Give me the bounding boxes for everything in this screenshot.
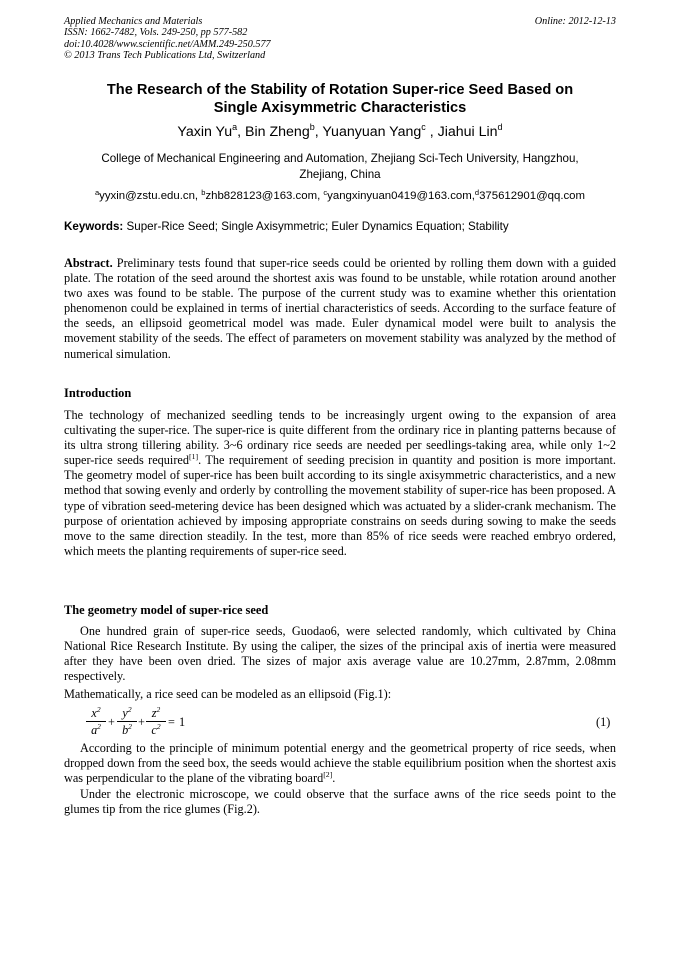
geometry-paragraph-4: Under the electronic microscope, we could observe that the surface awns of the rice seeds point to the glumes tip from the rice glumes (Fig.2). bbox=[64, 787, 616, 817]
ellipsoid-intro-line: Mathematically, a rice seed can be modeled as an ellipsoid (Fig.1): bbox=[64, 687, 392, 701]
doi-line: doi:10.4028/www.scientific.net/AMM.249-250.577 bbox=[64, 38, 271, 50]
author-separator: , bbox=[314, 124, 323, 140]
geometry-paragraph-3 bbox=[64, 741, 616, 786]
geo-text-3b: . bbox=[332, 771, 336, 786]
email-letter: c bbox=[323, 188, 328, 197]
intro-text-b: . The requirement of seeding precision in quantity and position is more important. The geometry model of super-rice has been built according to its single axisymmetric characteristics, and a new method that sowing evenly and orderly by controlling the movement stability of super-rice has been proposed. A type of vibration seed-metering device has been designed which was actuated by a slider-crank mechanism. The purpose of orientation achieved by imposing appropriate constrains on seeds during sowing to make the seeds move to the same direction steadily. In the test, more than 85% of rice seeds were reached embryo ordered, which meets the planting requirements of super-rice seed. bbox=[64, 453, 616, 558]
geometry-paragraph-1: One hundred grain of super-rice seeds, Guodao6, were selected randomly, which cultivated by China National Rice Research Institute. By using the caliper, the sizes of the principal axis of inertia were measured after they have been oven dried. The sizes of major axis average value are 10.27mm, 2.87mm, 2.08mm respectively. bbox=[64, 624, 616, 684]
author-name: Jiahui Lin bbox=[437, 124, 498, 140]
geometry-model-heading: The geometry model of super-rice seed bbox=[64, 603, 269, 617]
journal-name: Applied Mechanics and Materials bbox=[64, 16, 203, 27]
intro-text-a: The technology of mechanized seedling tends to be increasingly urgent owing to the expansion of area cultivating the super-rice. The super-rice is quite different from the ordinary rice in planting patterns because of its ultra strong tillering ability. 3~6 ordinary rice seeds are needed per seedlings-taking area, while only 1~2 super-rice seeds required bbox=[64, 408, 616, 468]
issn-line: ISSN: 1662-7482, Vols. 249-250, pp 577-582 bbox=[64, 27, 248, 39]
author-affiliation-mark: d bbox=[497, 122, 503, 132]
plus-sign: + bbox=[108, 715, 115, 729]
online-date: Online: 2012-12-13 bbox=[534, 16, 616, 27]
email-address[interactable]: yyxin@zstu.edu.cn bbox=[99, 190, 195, 202]
title-line-2: Single Axisymmetric Characteristics bbox=[213, 99, 467, 116]
fraction-z bbox=[146, 706, 166, 737]
abstract-text: Preliminary tests found that super-rice seeds could be oriented by rolling them down with a guided plate. The rotation of the seed around the shortest axis was found to be unstable, while rotation around another two axes was found to be stable. The purpose of the current study was to examine whether this orientation phenomenon could be explained in terms of inertial characteristics of seeds. According to the surface feature of the seeds, an ellipsoid geometrical model was made. Euler dynamical model were built to analysis the movement stability of the seeds. The effect of parameters on movement stability was analyzed by the method of numerical simulation. bbox=[64, 256, 617, 361]
keywords-label: Keywords: bbox=[64, 220, 124, 233]
author-name: Yaxin Yu bbox=[177, 124, 233, 140]
var-a: a bbox=[91, 723, 98, 737]
email-letter: b bbox=[201, 188, 206, 197]
author-affiliation-mark: c bbox=[421, 122, 426, 132]
author-list bbox=[64, 124, 616, 141]
affiliation-line-1: College of Mechanical Engineering and Automation, Zhejiang Sci-Tech University, Hangzhou, bbox=[101, 152, 579, 165]
exponent: 2 bbox=[128, 722, 132, 731]
email-separator: , bbox=[194, 190, 202, 202]
introduction-heading: Introduction bbox=[64, 386, 132, 400]
exponent: 2 bbox=[96, 705, 101, 714]
fraction-y bbox=[117, 706, 137, 737]
equals-sign: = bbox=[168, 715, 175, 729]
citation-1[interactable]: [1] bbox=[188, 452, 199, 462]
author-separator: , bbox=[425, 124, 438, 140]
equation-rhs: 1 bbox=[179, 715, 186, 729]
var-b: b bbox=[122, 723, 129, 737]
email-address[interactable]: zhb828123@163.com bbox=[205, 190, 318, 202]
introduction-paragraph bbox=[64, 408, 616, 559]
author-name: Yuanyuan Yang bbox=[322, 124, 422, 140]
author-separator: , bbox=[237, 124, 246, 140]
keywords-text: Super-Rice Seed; Single Axisymmetric; Euler Dynamics Equation; Stability bbox=[126, 220, 509, 233]
email-address[interactable]: yangxinyuan0419@163.com bbox=[327, 190, 472, 202]
exponent: 2 bbox=[156, 722, 161, 731]
affiliation bbox=[64, 151, 616, 183]
title-line-1: The Research of the Stability of Rotation Super-rice Seed Based on bbox=[106, 82, 574, 98]
var-z: z bbox=[151, 706, 157, 720]
email-letter: a bbox=[94, 188, 100, 197]
abstract-paragraph bbox=[64, 256, 616, 362]
geo-text-3a: According to the principle of minimum potential energy and the geometrical property of rice seeds, when dropped down from the seed box, the seeds would achieve the stable equilibrium position when the shortest axis was perpendicular to the plane of the vibrating board bbox=[64, 741, 616, 786]
email-letter: d bbox=[474, 188, 480, 197]
var-c: c bbox=[151, 723, 157, 737]
author-emails bbox=[40, 186, 640, 203]
journal-header bbox=[64, 16, 616, 62]
keywords-line bbox=[64, 220, 624, 234]
fraction-x bbox=[86, 706, 106, 737]
affiliation-line-2: Zhejiang, China bbox=[299, 168, 381, 181]
copyright-line: © 2013 Trans Tech Publications Ltd, Switzerland bbox=[64, 50, 266, 62]
equation-number: (1) bbox=[596, 715, 611, 729]
exponent: 2 bbox=[127, 705, 132, 714]
paper-title bbox=[64, 82, 616, 117]
author-name: Bin Zheng bbox=[245, 124, 310, 140]
email-address[interactable]: 375612901@qq.com bbox=[479, 190, 586, 202]
author-affiliation-mark: b bbox=[309, 122, 315, 132]
var-y: y bbox=[122, 706, 128, 720]
email-separator: , bbox=[317, 190, 324, 202]
exponent: 2 bbox=[97, 722, 101, 731]
exponent: 2 bbox=[156, 705, 161, 714]
email-separator: , bbox=[471, 190, 475, 202]
plus-sign: + bbox=[138, 715, 145, 729]
var-x: x bbox=[91, 706, 97, 720]
abstract-label: Abstract. bbox=[64, 256, 113, 270]
author-affiliation-mark: a bbox=[232, 122, 238, 132]
citation-2[interactable]: [2] bbox=[323, 770, 333, 780]
